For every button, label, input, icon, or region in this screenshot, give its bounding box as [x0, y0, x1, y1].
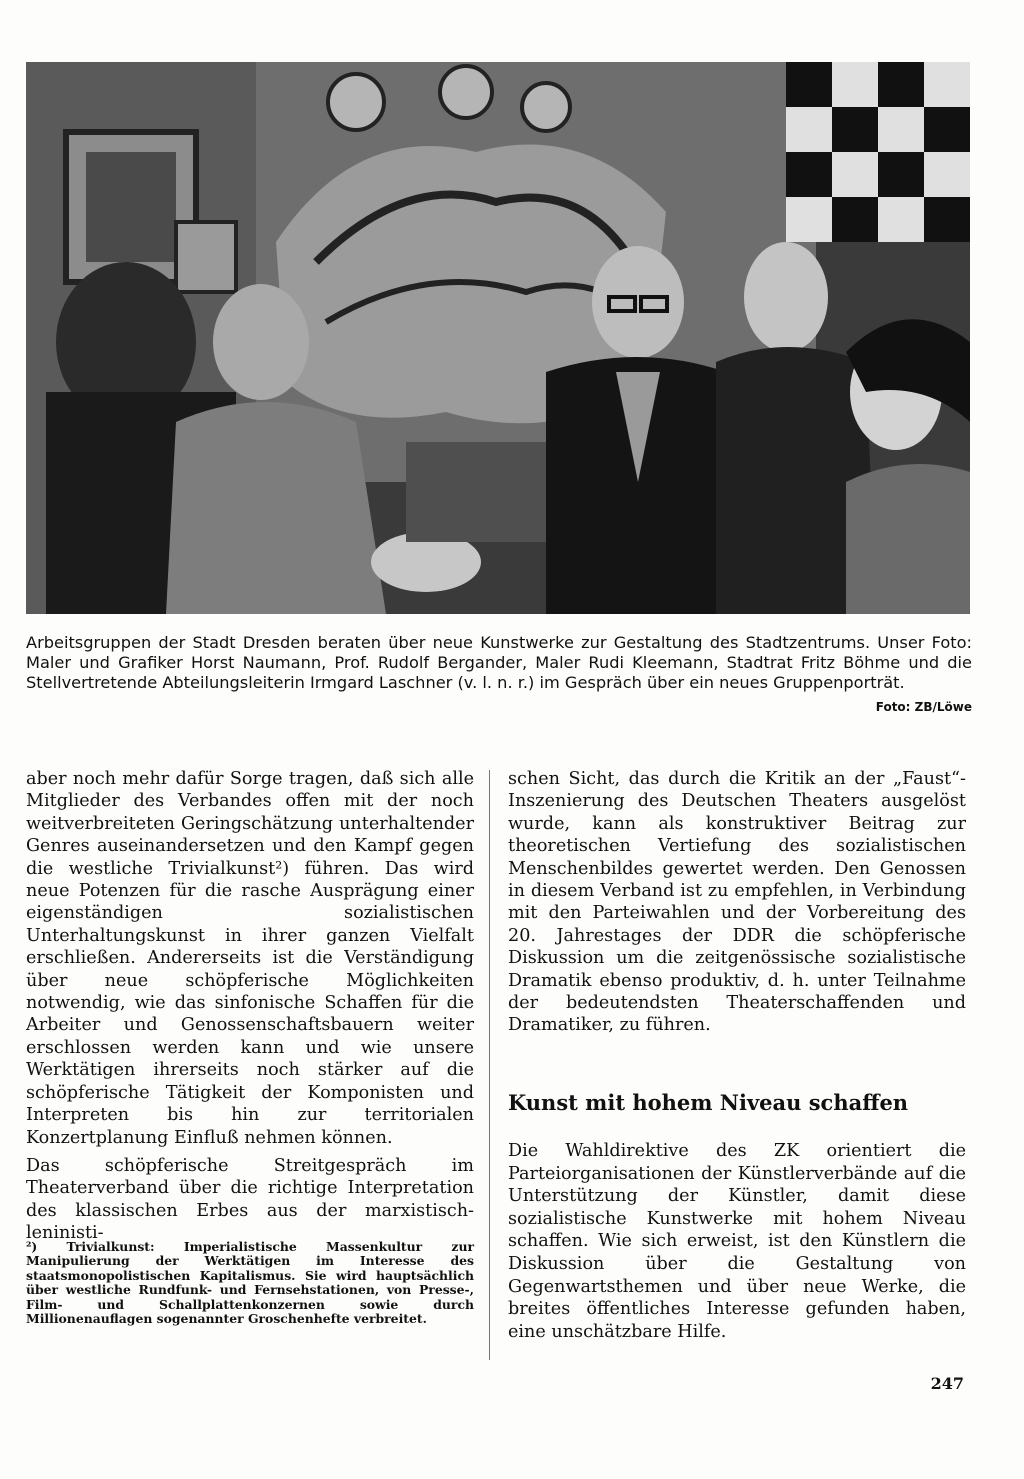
page-number: 247	[930, 1374, 964, 1393]
left-column	[26, 768, 474, 1251]
group-photo-icon	[26, 62, 970, 614]
left-paragraph-1: aber noch mehr dafür Sorge tragen, daß sich alle Mitglieder des Verbandes offen mit der noch weitverbreiteten Geringschätzung unterhaltender Genres auseinandersetzen und den Kampf gegen die westliche Trivialkunst²) führen. Das wird neue Potenzen für die rasche Ausprägung einer eigenständigen sozialistischen Unterhaltungskunst in ihrer ganzen Vielfalt erschließen. Andererseits ist die Verständigung über neue schöpferische Möglichkeiten notwendig, wie das sinfonische Schaffen für die Arbeiter und Genossenschaftsbauern weiter erschlossen werden kann und wie unsere Werktätigen ihrerseits noch stärker auf die schöpferische Tätigkeit der Komponisten und Interpreten bis hin zur territorialen Konzertplanung Einfluß nehmen können.	[26, 769, 474, 1148]
group-photo	[26, 62, 970, 614]
photo-credit: Foto: ZB/Löwe	[875, 700, 972, 714]
photo-caption: Arbeitsgruppen der Stadt Dresden beraten über neue Kunstwerke zur Gestaltung des Stadtzentrums. Unser Foto: Maler und Grafiker Horst Naumann, Prof. Rudolf Bergander, Maler Rudi Kleemann, Stadtrat Fritz Böhme und die Stellvertretende Abteilungsleiterin Irmgard Laschner (v. l. n. r.) im Gespräch über ein neues Gruppenporträt.	[26, 633, 972, 692]
column-divider	[489, 770, 490, 1360]
right-column	[508, 768, 966, 1043]
right-paragraph-2: Die Wahldirektive des ZK orientiert die Parteiorganisationen der Künstlerverbände auf die Unterstützung der Künstler, damit diese sozialistische Kunstwerke mit hohem Niveau schaffen. Wie sich erweist, ist den Künstlern die Diskussion über die Gestaltung von Gegenwartsthemen und über neue Werke, die breites öffentliches Interesse gefunden haben, eine unschätzbare Hilfe.	[508, 1141, 966, 1342]
section-heading: Kunst mit hohem Niveau schaffen	[508, 1090, 909, 1115]
footnote: ²) Trivialkunst: Imperialistische Massenkultur zur Manipulierung der Werktätigen im Interesse des staatsmonopolistischen Kapitalismus. Sie wird hauptsächlich über westliche Rundfunk- und Fernsehstationen, von Presse-, Film- und Schallplattenkonzernen sowie durch Millionenauflagen sogenannter Groschenhefte verbreitet.	[26, 1239, 474, 1327]
right-paragraph-1: schen Sicht, das durch die Kritik an der „Faust“-Inszenierung des Deutschen Theaters ausgelöst wurde, kann als konstruktiver Beitrag zur theoretischen Vertiefung des sozialistischen Menschenbildes gewertet werden. Den Genossen in diesem Verband ist zu empfehlen, in Verbindung mit den Parteiwahlen und der Vorbereitung des 20. Jahrestages der DDR die schöpferische Diskussion um die zeitgenössische sozialistische Dramatik ebenso produktiv, d. h. unter Teilnahme der bedeutendsten Theaterschaffenden und Dramatiker, zu führen.	[508, 769, 966, 1036]
left-paragraph-2: Das schöpferische Streitgespräch im Theaterverband über die richtige Interpretation des klassischen Erbes aus der marxistisch-leninisti-	[26, 1155, 474, 1244]
